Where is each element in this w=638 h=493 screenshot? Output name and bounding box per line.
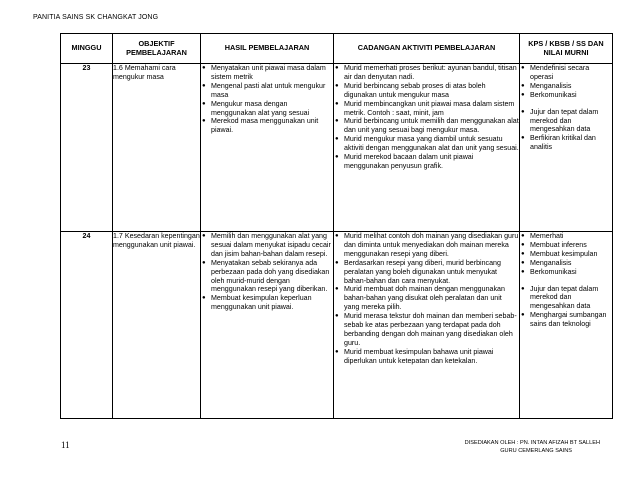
list-item: ● Murid berbincang sebab proses di atas boleh digunakan untuk mengukur masa xyxy=(334,82,519,100)
kps-list xyxy=(520,64,612,152)
list-item: ● Murid membuat kesimpulan bahawa unit piawai diperlukan untuk ketepatan dan ketekalan. xyxy=(334,348,519,366)
header-activity: CADANGAN AKTIVITI PEMBELAJARAN xyxy=(334,34,520,64)
list-item: ● Jujur dan tepat dalam merekod dan mengesahkan data xyxy=(520,108,612,135)
list-item: ● Mengukur masa dengan menggunakan alat yang sesuai xyxy=(201,100,333,118)
list-item: ● Menyatakan unit piawai masa dalam sistem metrik xyxy=(201,64,333,82)
table-row xyxy=(61,64,613,232)
list-item: ● Membuat kesimpulan keperluan menggunakan unit piawai. xyxy=(201,294,333,312)
list-item: ● Murid melihat contoh doh mainan yang disediakan guru dan diminta untuk menyediakan doh mainan mereka menggunakan resepi yang diberi. xyxy=(334,232,519,259)
page-number: 11 xyxy=(61,440,70,450)
list-item: ● Memilih dan menggunakan alat yang sesuai dalam menyukat isipadu cecair dan jisim bahan-bahan dalam resepi. xyxy=(201,232,333,259)
activity-list xyxy=(334,64,519,171)
footer-title: GURU CEMERLANG SAINS xyxy=(500,448,572,454)
objective-cell: 1.7 Kesedaran kepentingan menggunakan unit piawai. xyxy=(113,232,201,419)
list-item: ● Murid mengukur masa yang diambil untuk sesuatu aktiviti dengan menggunakan alat dan unit yang sesuai. xyxy=(334,135,519,153)
list-item: ● Murid merekod bacaan dalam unit piawai menggunakan penyusun grafik. xyxy=(334,153,519,171)
header-week: MINGGU xyxy=(61,34,113,64)
list-item: ● Merekod masa menggunakan unit piawai. xyxy=(201,117,333,135)
list-item: ● Murid merasa tekstur doh mainan dan memberi sebab-sebab ke atas perbezaan yang terdapat pada doh berbanding dengan doh mainan yang disediakan oleh guru. xyxy=(334,312,519,348)
list-item: ● Murid membincangkan unit piawai masa dalam sistem metrik. Contoh : saat, minit, jam xyxy=(334,100,519,118)
objective-cell: 1.6 Memahami cara mengukur masa xyxy=(113,64,201,232)
list-item: ● Membuat inferens xyxy=(520,241,612,250)
table-header-row xyxy=(61,34,613,64)
footer-prepared-by: DISEDIAKAN OLEH : PN. INTAN AFIZAH BT SALLEH xyxy=(464,440,600,446)
list-item: ● Menyatakan sebab sekiranya ada perbezaan pada doh yang disediakan oleh murid-murid dengan menggunakan resepi yang diberikan. xyxy=(201,259,333,295)
kps-cell xyxy=(520,64,613,232)
kps-list xyxy=(520,232,612,329)
list-item: ● Berkomunikasi xyxy=(520,91,612,100)
list-item: ● Berfikiran kritikal dan analitis xyxy=(520,134,612,152)
activity-cell xyxy=(334,64,520,232)
list-item: ● Berkomunikasi xyxy=(520,268,612,277)
outcome-cell xyxy=(201,64,334,232)
list-item: ● Murid membuat doh mainan dengan menggunakan bahan-bahan yang disukat oleh peralatan dan unit yang mereka pilih. xyxy=(334,285,519,312)
outcome-list xyxy=(201,232,333,312)
list-item: ● Menganalisis xyxy=(520,259,612,268)
table-row xyxy=(61,232,613,419)
list-item: ● Murid berbincang untuk memilih dan menggunakan alat dan unit yang sesuai bagi mengukur masa. xyxy=(334,117,519,135)
list-item: ● Mengenal pasti alat untuk mengukur masa xyxy=(201,82,333,100)
list-item: ● Memerhati xyxy=(520,232,612,241)
activity-cell xyxy=(334,232,520,419)
activity-list xyxy=(334,232,519,366)
kps-cell xyxy=(520,232,613,419)
document-header: PANITIA SAINS SK CHANGKAT JONG xyxy=(33,14,159,21)
list-item: ● Murid memerhati proses berikut: ayunan bandul, titisan air dan denyutan nadi. xyxy=(334,64,519,82)
lesson-plan-table xyxy=(60,33,613,419)
list-item: ● Membuat kesimpulan xyxy=(520,250,612,259)
week-cell: 24 xyxy=(61,232,113,419)
list-item: ● Mendefinisi secara operasi xyxy=(520,64,612,82)
outcome-list xyxy=(201,64,333,135)
header-objective: OBJEKTIF PEMBELAJARAN xyxy=(113,34,201,64)
list-item: ● Jujur dan tepat dalam merekod dan mengesahkan data xyxy=(520,285,612,312)
list-item: ● Menganalisis xyxy=(520,82,612,91)
outcome-cell xyxy=(201,232,334,419)
list-item: ● Berdasarkan resepi yang diberi, murid berbincang peralatan yang boleh digunakan untuk menyukat bahan-bahan dan cara menyukat. xyxy=(334,259,519,286)
week-cell: 23 xyxy=(61,64,113,232)
list-item: ● Menghargai sumbangan sains dan teknologi xyxy=(520,311,612,329)
header-outcome: HASIL PEMBELAJARAN xyxy=(201,34,334,64)
header-kps: KPS / KBSB / SS DAN NILAI MURNI xyxy=(520,34,613,64)
